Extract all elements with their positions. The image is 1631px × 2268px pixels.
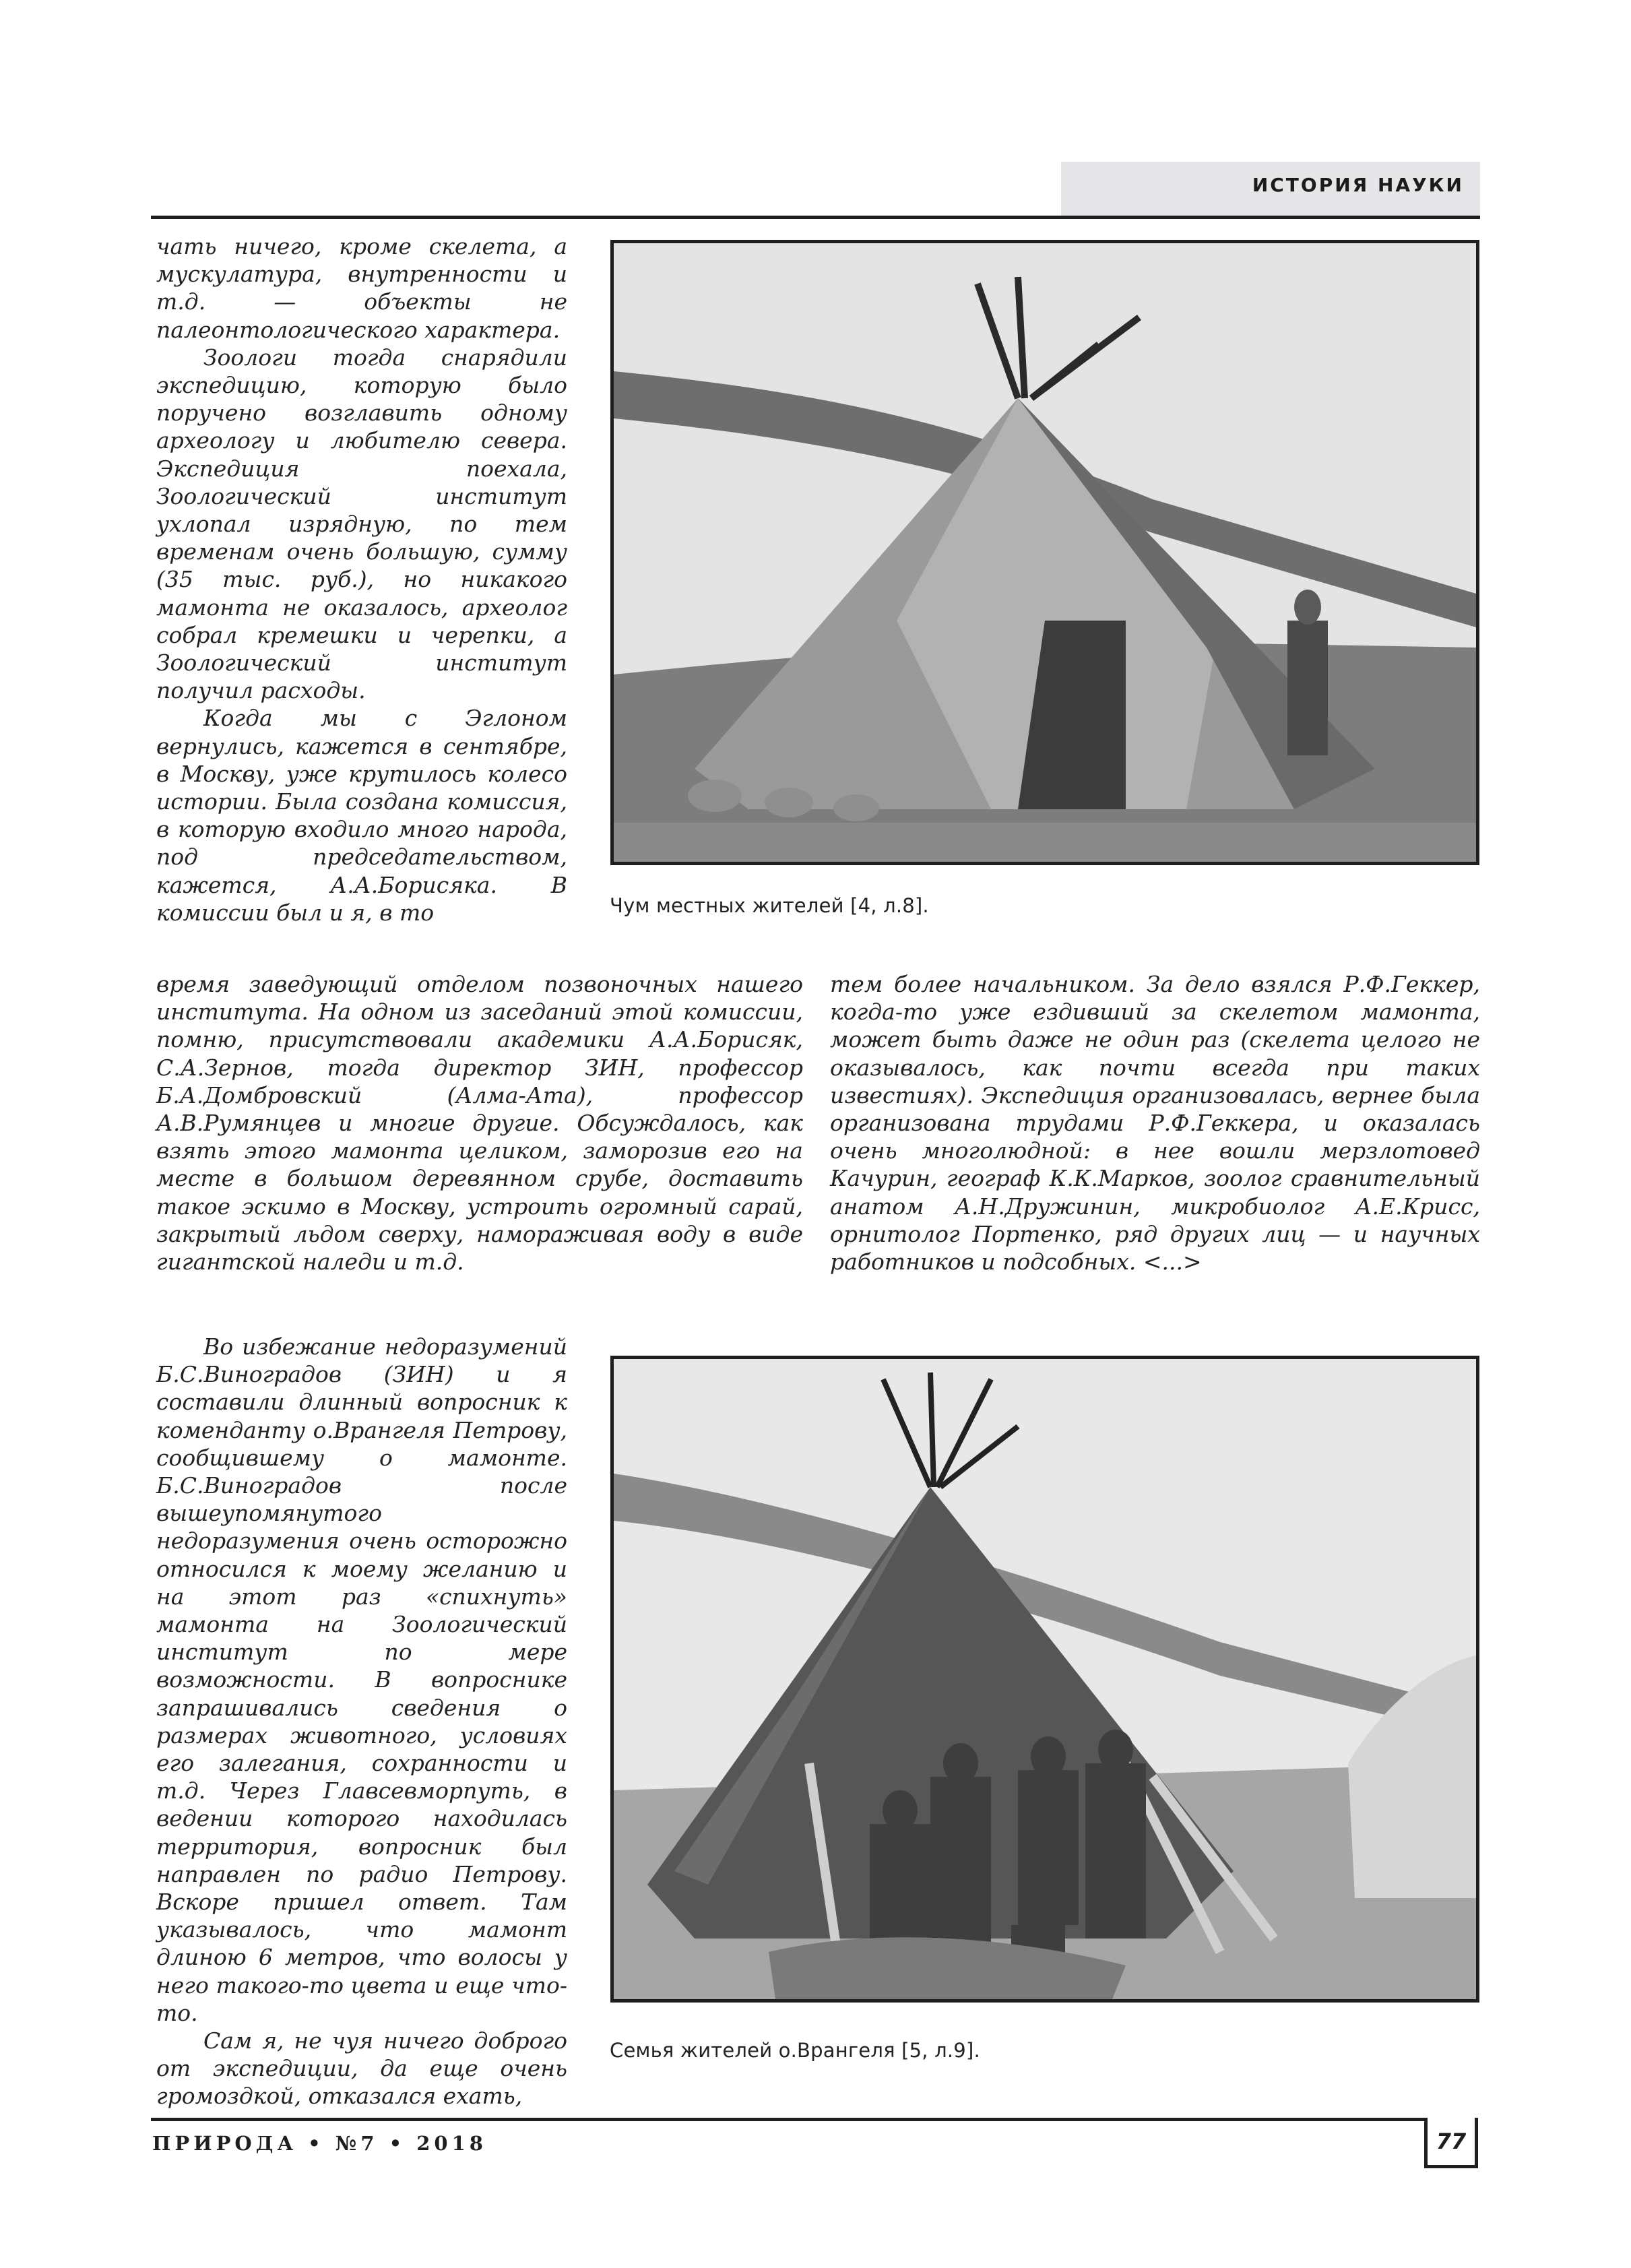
figure-caption: Чум местных жителей [4, л.8].: [610, 894, 929, 917]
paragraph: Сам я, не чуя ничего доброго от экспедиции, да еще очень громоздкой, отказался ехать,: [156, 2027, 567, 2110]
photo-chum-illustration: [614, 243, 1476, 862]
paragraph: Зоологи тогда снарядили экспедицию, которую было поручено возглавить одному археологу и любителю севера. Экспедиция поехала, Зоологический институт ухлопал изрядную, по тем временам очень большую, сумму (35 тыс. руб.), но никакого мамонта не оказалось, археолог собрал кремешки и черепки, а Зоологический институт получил расходы.: [156, 344, 567, 704]
figure-photo-family: [610, 1356, 1479, 2003]
left-column-bottom: [156, 1333, 567, 2110]
paragraph: тем более начальником. За дело взялся Р.Ф.Геккер, когда-то уже ездивший за скелетом мамонта, может быть даже не один раз (скелета целого не оказывалось, как почти всегда при таких известиях). Экспедиция организовалась, вернее была организована трудами Р.Ф.Геккера, и оказалась очень многолюдной: в нее вошли мерзлотовед Качурин, географ К.К.Марков, зоолог сравнительный анатом А.Н.Дружинин, микробиолог А.Е.Крисс, орнитолог Портенко, ряд других лиц — и научных работников и подсобных. <...>: [830, 971, 1480, 1275]
figure-caption: Семья жителей о.Врангеля [5, л.9].: [610, 2039, 980, 2062]
journal-issue: ПРИРОДА • №7 • 2018: [152, 2132, 487, 2155]
left-column-top: [156, 232, 567, 926]
page-number: 77: [1436, 2129, 1467, 2154]
section-header-box: [1061, 162, 1480, 216]
wide-left-column: [156, 970, 803, 1275]
paragraph: Когда мы с Эглоном вернулись, кажется в сентябре, в Москву, уже крутилось колесо истории. Была создана комиссия, в которую входило много народа, под председательством, кажется, А.А.Борисяка. В комиссии был и я, в то: [156, 705, 567, 926]
header-rule: [151, 216, 1480, 219]
section-title: ИСТОРИЯ НАУКИ: [1252, 174, 1464, 196]
paragraph: чать ничего, кроме скелета, а мускулатура, внутренности и т.д. — объекты не палеонтологического характера.: [156, 233, 567, 343]
photo-family-illustration: [614, 1359, 1476, 1999]
footer-rule: [151, 2118, 1478, 2121]
paragraph: время заведующий отделом позвоночных нашего института. На одном из заседаний этой комиссии, помню, присутствовали академики А.А.Борисяк, С.А.Зернов, тогда директор ЗИН, профессор Б.А.Домбровский (Алма-Ата), профессор А.В.Румянцев и многие другие. Обсуждалось, как взять этого мамонта целиком, заморозив его на месте в большом деревянном срубе, доставить такое эскимо в Москву, устроить огромный сарай, закрытый льдом сверху, намораживая воду в виде гигантской наледи и т.д.: [156, 971, 803, 1275]
paragraph: Во избежание недоразумений Б.С.Виноградов (ЗИН) и я составили длинный вопросник к коменданту о.Врангеля Петрову, сообщившему о мамонте. Б.С.Виноградов после вышеупомянутого недоразумения очень осторожно относился к моему желанию и на этот раз «спихнуть» мамонта на Зоологический институт по мере возможности. В вопроснике запрашивались сведения о размерах животного, условиях его залегания, сохранности и т.д. Через Главсевморпуть, в ведении которого находилась территория, вопросник был направлен по радио Петрову. Вскоре пришел ответ. Там указывалось, что мамонт длиною 6 метров, что волосы у него такого-то цвета и еще что-то.: [156, 1333, 567, 2026]
figure-photo-chum: [610, 240, 1479, 865]
page-number-box: [1424, 2118, 1478, 2168]
wide-right-column: [830, 970, 1480, 1275]
